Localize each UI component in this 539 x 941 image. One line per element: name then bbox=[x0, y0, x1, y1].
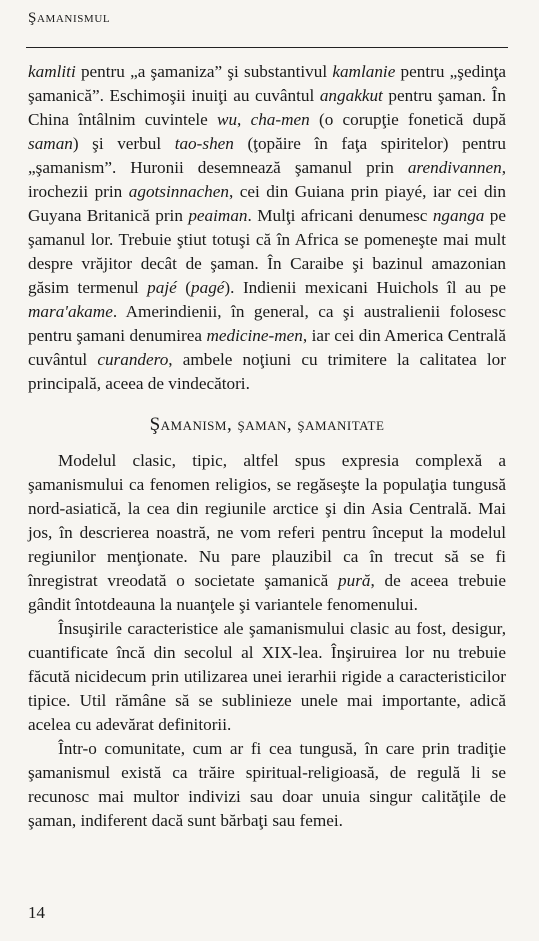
italic-term: pură bbox=[338, 571, 371, 590]
running-head: Şamanismul bbox=[28, 10, 111, 26]
italic-term: tao-shen bbox=[174, 134, 234, 153]
italic-term: saman bbox=[28, 134, 73, 153]
italic-term: kamlanie bbox=[332, 62, 396, 81]
italic-term: pajé bbox=[147, 278, 177, 297]
italic-term: angakkut bbox=[319, 86, 383, 105]
italic-term: kamliti bbox=[28, 62, 76, 81]
italic-term: peaiman bbox=[188, 206, 248, 225]
header-rule bbox=[26, 47, 508, 48]
italic-term: nganga bbox=[432, 206, 485, 225]
paragraph-2: Modelul clasic, tipic, altfel spus expresia complexă a şamanismului ca fenomen religios, se regăseşte la populaţia tungusă nord-asiatică, la cea din regiunile arctice şi din Asia Centrală. Mai jos, în descrierea noastră, ne vom referi pentru început la modelul regiunilor menţionate. Nu pare plauzibil ca în trecut să se fi înregistrat vreodată o societate şamanică pură, de aceea trebuie gândit întotdeauna la nuanţele şi variantele fenomenului. bbox=[28, 451, 506, 614]
italic-term: curandero bbox=[97, 350, 169, 369]
italic-term: arendivannen bbox=[407, 158, 502, 177]
italic-term: mara'akame bbox=[28, 302, 113, 321]
italic-term: wu bbox=[216, 110, 238, 129]
paragraph-4: Într-o comunitate, cum ar fi cea tungusă, în care prin tradiţie şamanismul există ca trăire spiritual-religioasă, de regulă li se recunosc mai multor indivizi sau doar unuia singur calităţile de şaman, indiferent dacă sunt bărbaţi sau femei. bbox=[28, 739, 506, 830]
paragraph-1: kamliti pentru „a şamaniza” şi substantivul kamlanie pentru „şedinţa şamanică”. Eschimoşii inuiţi au cuvântul angakkut pentru şaman. În China întâlnim cuvintele wu, cha-men (o corupţie fonetică după saman) şi verbul tao-shen (ţopăire în faţa spiritelor) pentru „şamanism”. Huronii desemnează şamanul prin arendivannen, irochezii prin agotsinnachen, cei din Guiana prin piayé, iar cei din Guyana Britanică prin peaiman. Mulţi africani denumesc nganga pe şamanul lor. Trebuie ştiut totuşi că în Africa se pomeneşte mai mult despre vrăjitor decât de şaman. În Caraibe şi bazinul amazonian găsim termenul pajé (pagé). Indienii mexicani Huichols îl au pe mara'akame. Amerindienii, în general, ca şi australienii folosesc pentru şamani denumirea medicine-men, iar cei din America Centrală cuvântul curandero, ambele noţiuni cu trimitere la calitatea lor principală, aceea de vindecători. bbox=[28, 62, 506, 393]
italic-term: pagé bbox=[191, 278, 225, 297]
italic-term: medicine-men bbox=[206, 326, 303, 345]
section-title: Şamanism, şaman, şamanitate bbox=[149, 414, 385, 435]
page-number: 14 bbox=[28, 903, 45, 922]
paragraph-3: Însuşirile caracteristice ale şamanismului clasic au fost, desigur, cuantificate încă din secolul al XIX-lea. Înşiruirea lor nu trebuie făcută nicidecum prin utilizarea unei ierarhii rigide a caracteristicilor tipice. Util rămâne să se sublinieze unele mai importante, adică acelea cu adevărat definitorii. bbox=[28, 619, 506, 734]
italic-term: agotsinnachen bbox=[128, 182, 229, 201]
page-body bbox=[28, 60, 506, 833]
italic-term: cha-men bbox=[250, 110, 310, 129]
